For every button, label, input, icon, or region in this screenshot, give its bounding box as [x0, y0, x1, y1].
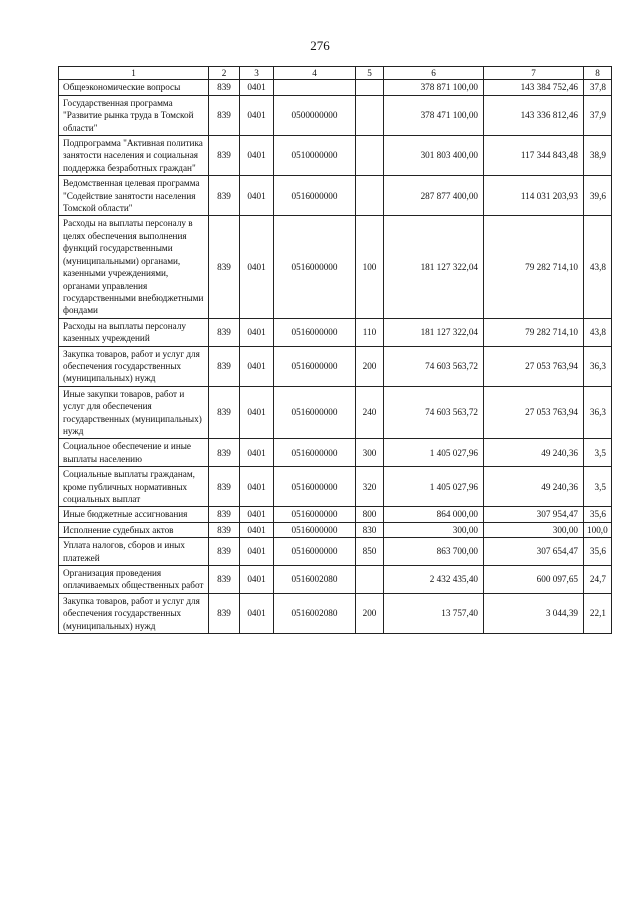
row-target-article: 0516002080 — [274, 593, 356, 633]
col-header: 6 — [384, 67, 484, 80]
row-name: Социальное обеспечение и иные выплаты населению — [59, 439, 209, 467]
budget-table — [58, 66, 612, 634]
row-expense-type: 830 — [356, 522, 384, 537]
row-section: 0401 — [240, 136, 274, 176]
row-actual-amount: 600 097,65 — [484, 566, 584, 594]
table-row — [59, 346, 612, 386]
row-percent: 35,6 — [584, 538, 612, 566]
row-section: 0401 — [240, 80, 274, 95]
row-name: Подпрограмма "Активная политика занятости населения и социальная поддержка безработных граждан" — [59, 136, 209, 176]
row-grbs: 839 — [209, 176, 240, 216]
row-expense-type — [356, 176, 384, 216]
row-grbs: 839 — [209, 95, 240, 135]
row-plan-amount: 863 700,00 — [384, 538, 484, 566]
col-header: 4 — [274, 67, 356, 80]
row-percent: 22,1 — [584, 593, 612, 633]
row-target-article: 0516000000 — [274, 467, 356, 507]
row-name: Общеэкономические вопросы — [59, 80, 209, 95]
row-expense-type: 200 — [356, 346, 384, 386]
table-row — [59, 507, 612, 522]
row-section: 0401 — [240, 95, 274, 135]
table-row — [59, 439, 612, 467]
row-expense-type — [356, 80, 384, 95]
row-plan-amount: 378 471 100,00 — [384, 95, 484, 135]
row-expense-type: 850 — [356, 538, 384, 566]
table-row — [59, 80, 612, 95]
row-target-article: 0516000000 — [274, 346, 356, 386]
row-grbs: 839 — [209, 439, 240, 467]
row-expense-type — [356, 566, 384, 594]
row-grbs: 839 — [209, 80, 240, 95]
row-actual-amount: 143 336 812,46 — [484, 95, 584, 135]
row-name: Социальные выплаты гражданам, кроме публичных нормативных социальных выплат — [59, 467, 209, 507]
row-name: Расходы на выплаты персоналу в целях обеспечения выполнения функций государственными (муниципальными) органами, казенными учреждениями, органами управления государственными внебюджетными фондами — [59, 216, 209, 318]
row-percent: 37,8 — [584, 80, 612, 95]
row-name: Расходы на выплаты персоналу казенных учреждений — [59, 318, 209, 346]
table-row — [59, 522, 612, 537]
table-row — [59, 386, 612, 439]
row-target-article: 0510000000 — [274, 136, 356, 176]
col-header: 1 — [59, 67, 209, 80]
row-expense-type: 100 — [356, 216, 384, 318]
row-actual-amount: 27 053 763,94 — [484, 346, 584, 386]
row-actual-amount: 49 240,36 — [484, 439, 584, 467]
row-section: 0401 — [240, 318, 274, 346]
row-actual-amount: 3 044,39 — [484, 593, 584, 633]
row-grbs: 839 — [209, 507, 240, 522]
row-target-article: 0500000000 — [274, 95, 356, 135]
row-expense-type — [356, 136, 384, 176]
row-expense-type: 240 — [356, 386, 384, 439]
row-section: 0401 — [240, 593, 274, 633]
row-percent: 38,9 — [584, 136, 612, 176]
row-expense-type: 300 — [356, 439, 384, 467]
row-grbs: 839 — [209, 538, 240, 566]
row-grbs: 839 — [209, 467, 240, 507]
row-target-article: 0516000000 — [274, 538, 356, 566]
row-plan-amount: 300,00 — [384, 522, 484, 537]
col-header: 5 — [356, 67, 384, 80]
col-header: 3 — [240, 67, 274, 80]
row-section: 0401 — [240, 522, 274, 537]
row-actual-amount: 114 031 203,93 — [484, 176, 584, 216]
row-actual-amount: 49 240,36 — [484, 467, 584, 507]
col-header: 7 — [484, 67, 584, 80]
row-name: Закупка товаров, работ и услуг для обеспечения государственных (муниципальных) нужд — [59, 593, 209, 633]
row-target-article: 0516000000 — [274, 216, 356, 318]
col-header: 8 — [584, 67, 612, 80]
col-header: 2 — [209, 67, 240, 80]
row-plan-amount: 301 803 400,00 — [384, 136, 484, 176]
row-plan-amount: 378 871 100,00 — [384, 80, 484, 95]
row-percent: 35,6 — [584, 507, 612, 522]
row-section: 0401 — [240, 386, 274, 439]
row-name: Уплата налогов, сборов и иных платежей — [59, 538, 209, 566]
row-expense-type: 800 — [356, 507, 384, 522]
row-percent: 43,8 — [584, 216, 612, 318]
row-section: 0401 — [240, 346, 274, 386]
row-grbs: 839 — [209, 566, 240, 594]
row-name: Иные бюджетные ассигнования — [59, 507, 209, 522]
row-plan-amount: 864 000,00 — [384, 507, 484, 522]
row-percent: 24,7 — [584, 566, 612, 594]
row-actual-amount: 79 282 714,10 — [484, 318, 584, 346]
row-grbs: 839 — [209, 346, 240, 386]
row-percent: 36,3 — [584, 386, 612, 439]
table-row — [59, 538, 612, 566]
row-percent: 43,8 — [584, 318, 612, 346]
row-grbs: 839 — [209, 522, 240, 537]
row-expense-type: 320 — [356, 467, 384, 507]
row-grbs: 839 — [209, 593, 240, 633]
row-target-article: 0516000000 — [274, 439, 356, 467]
table-row — [59, 136, 612, 176]
row-grbs: 839 — [209, 136, 240, 176]
row-grbs: 839 — [209, 216, 240, 318]
row-name: Закупка товаров, работ и услуг для обеспечения государственных (муниципальных) нужд — [59, 346, 209, 386]
row-percent: 100,0 — [584, 522, 612, 537]
table-row — [59, 318, 612, 346]
row-section: 0401 — [240, 507, 274, 522]
table-row — [59, 216, 612, 318]
row-section: 0401 — [240, 538, 274, 566]
row-target-article: 0516002080 — [274, 566, 356, 594]
row-percent: 36,3 — [584, 346, 612, 386]
row-expense-type: 110 — [356, 318, 384, 346]
row-percent: 37,9 — [584, 95, 612, 135]
row-target-article: 0516000000 — [274, 318, 356, 346]
table-row — [59, 467, 612, 507]
row-actual-amount: 300,00 — [484, 522, 584, 537]
row-name: Ведомственная целевая программа "Содействие занятости населения Томской области" — [59, 176, 209, 216]
row-plan-amount: 74 603 563,72 — [384, 346, 484, 386]
row-name: Исполнение судебных актов — [59, 522, 209, 537]
row-plan-amount: 13 757,40 — [384, 593, 484, 633]
row-target-article: 0516000000 — [274, 507, 356, 522]
row-percent: 39,6 — [584, 176, 612, 216]
row-name: Иные закупки товаров, работ и услуг для обеспечения государственных (муниципальных) нужд — [59, 386, 209, 439]
row-section: 0401 — [240, 439, 274, 467]
row-actual-amount: 307 954,47 — [484, 507, 584, 522]
row-section: 0401 — [240, 566, 274, 594]
row-target-article: 0516000000 — [274, 386, 356, 439]
table-row — [59, 176, 612, 216]
page-number: 276 — [310, 38, 330, 53]
row-plan-amount: 287 877 400,00 — [384, 176, 484, 216]
table-row — [59, 566, 612, 594]
row-plan-amount: 181 127 322,04 — [384, 318, 484, 346]
row-section: 0401 — [240, 216, 274, 318]
row-name: Организация проведения оплачиваемых общественных работ — [59, 566, 209, 594]
row-target-article: 0516000000 — [274, 176, 356, 216]
header-row — [59, 67, 612, 80]
row-target-article — [274, 80, 356, 95]
row-actual-amount: 79 282 714,10 — [484, 216, 584, 318]
row-target-article: 0516000000 — [274, 522, 356, 537]
row-plan-amount: 2 432 435,40 — [384, 566, 484, 594]
row-plan-amount: 74 603 563,72 — [384, 386, 484, 439]
row-name: Государственная программа "Развитие рынка труда в Томской области" — [59, 95, 209, 135]
row-actual-amount: 307 654,47 — [484, 538, 584, 566]
row-section: 0401 — [240, 176, 274, 216]
row-percent: 3,5 — [584, 467, 612, 507]
row-plan-amount: 1 405 027,96 — [384, 467, 484, 507]
table-row — [59, 593, 612, 633]
row-plan-amount: 1 405 027,96 — [384, 439, 484, 467]
row-plan-amount: 181 127 322,04 — [384, 216, 484, 318]
row-actual-amount: 117 344 843,48 — [484, 136, 584, 176]
row-percent: 3,5 — [584, 439, 612, 467]
row-expense-type — [356, 95, 384, 135]
row-grbs: 839 — [209, 318, 240, 346]
table-row — [59, 95, 612, 135]
row-expense-type: 200 — [356, 593, 384, 633]
row-section: 0401 — [240, 467, 274, 507]
row-grbs: 839 — [209, 386, 240, 439]
row-actual-amount: 27 053 763,94 — [484, 386, 584, 439]
row-actual-amount: 143 384 752,46 — [484, 80, 584, 95]
